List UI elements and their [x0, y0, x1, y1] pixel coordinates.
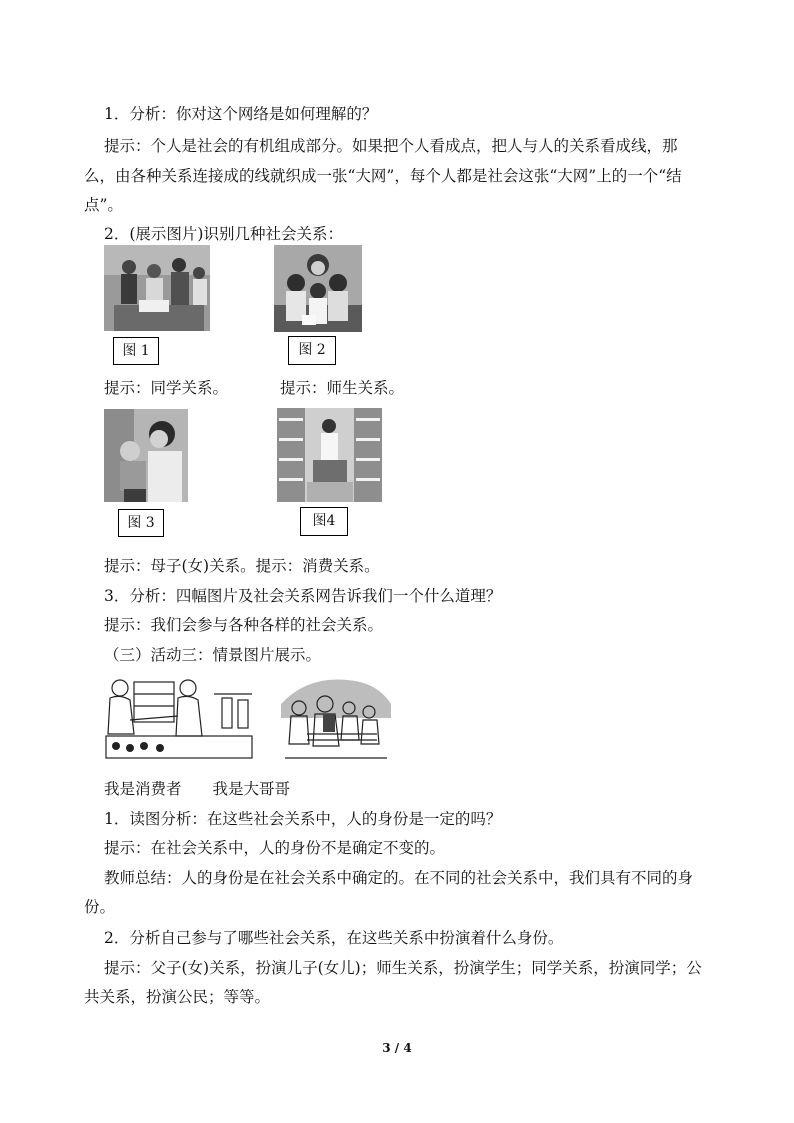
hint-mother-consumer: 提示：母子(女)关系。提示：消费关系。 — [104, 557, 380, 575]
hint-1-line-a: 提示：个人是社会的有机组成部分。如果把个人看成点，把人与人的关系看成线，那 — [104, 137, 678, 155]
roles-caption: 我是消费者 我是大哥哥 — [104, 780, 291, 798]
hint-classmates: 提示：同学关系。 — [104, 379, 229, 397]
teacher-summary-line-b: 份。 — [84, 898, 116, 916]
role-hint-2-line-b: 共关系，扮演公民；等等。 — [84, 988, 271, 1006]
photo-teacher-students — [274, 245, 362, 332]
role-hint-2-line-a: 提示：父子(女)关系，扮演儿子(女儿)；师生关系，扮演学生；同学关系，扮演同学；公 — [104, 959, 702, 977]
activity-3-heading: （三）活动三：情景图片展示。 — [104, 646, 322, 664]
caption-figure-3: 图 3 — [118, 509, 164, 537]
caption-figure-4: 图4 — [300, 507, 348, 536]
question-3: 3．分析：四幅图片及社会关系网告诉我们一个什么道理？ — [104, 587, 502, 605]
illustration-big-brother — [277, 674, 395, 760]
hint-1-line-b: 么，由各种关系连接成的线就织成一张“大网”，每个人都是社会这张“大网”上的一个“结 — [84, 167, 682, 185]
photo-supermarket — [277, 408, 382, 502]
hint-3: 提示：我们会参与各种各样的社会关系。 — [104, 616, 384, 634]
photo-mother-child — [104, 409, 188, 502]
question-2: 2．(展示图片)识别几种社会关系： — [104, 225, 343, 243]
role-hint-1: 提示：在社会关系中，人的身份不是确定不变的。 — [104, 839, 446, 857]
page-number: 3 / 4 — [382, 1041, 412, 1055]
hint-1-line-c: 点”。 — [84, 196, 123, 214]
hint-teacher-student: 提示：师生关系。 — [280, 379, 405, 397]
role-question-2: 2．分析自己参与了哪些社会关系，在这些关系中扮演着什么身份。 — [104, 929, 564, 947]
illustration-consumer — [104, 674, 254, 760]
question-1: 1．分析：你对这个网络是如何理解的？ — [104, 105, 378, 123]
role-question-1: 1．读图分析：在这些社会关系中，人的身份是一定的吗？ — [104, 810, 502, 828]
photo-classmates — [104, 245, 210, 331]
teacher-summary-line-a: 教师总结：人的身份是在社会关系中确定的。在不同的社会关系中，我们具有不同的身 — [104, 869, 694, 887]
caption-figure-1: 图 1 — [113, 337, 159, 365]
caption-figure-2: 图 2 — [288, 336, 336, 365]
